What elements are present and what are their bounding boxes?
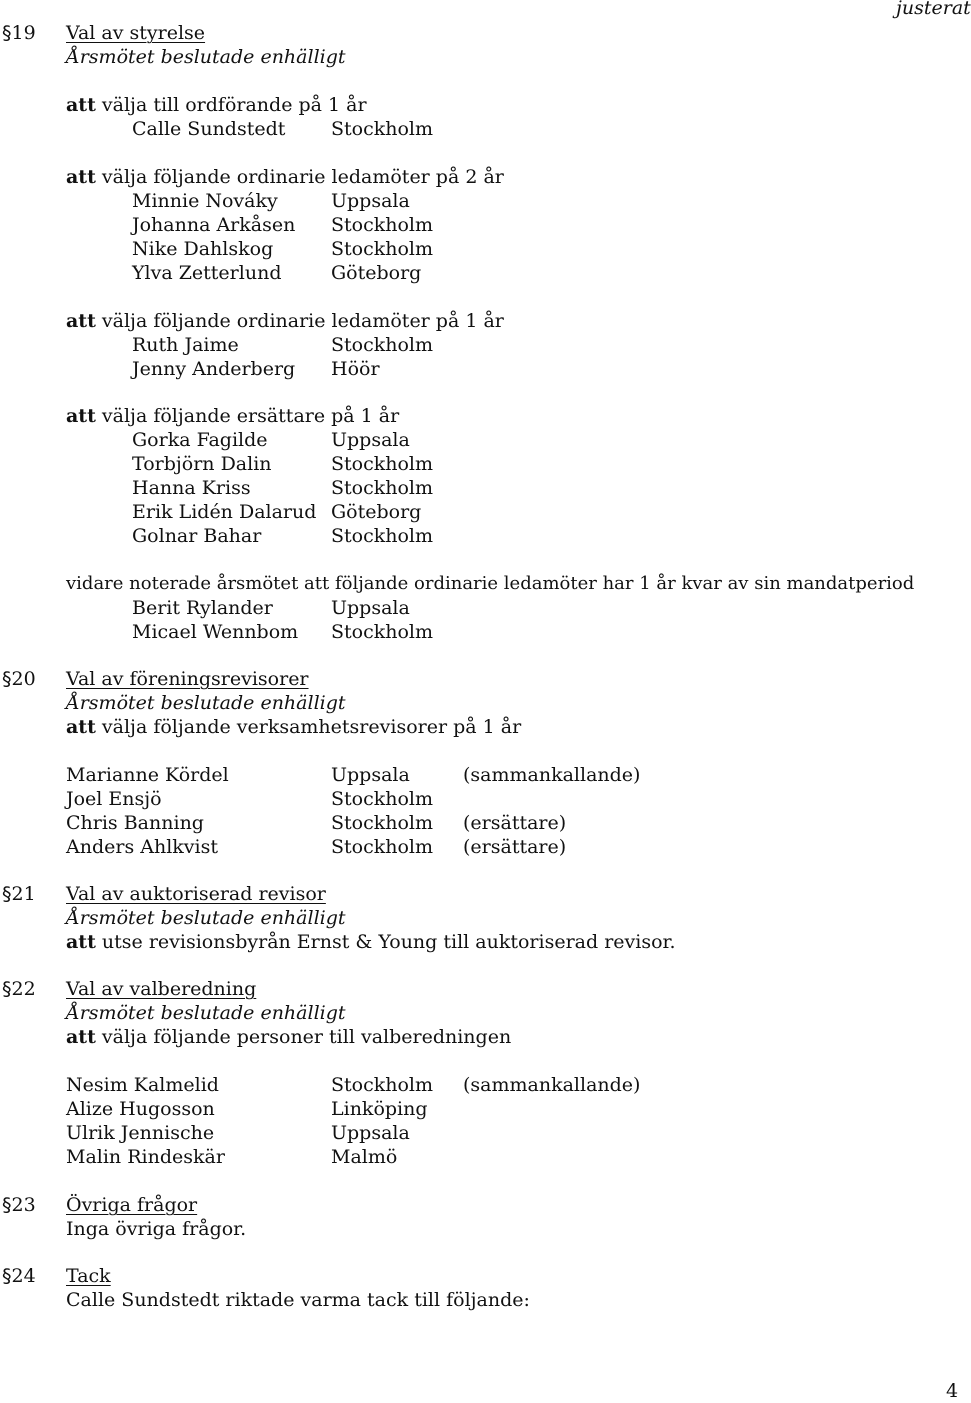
section-title: Val av auktoriserad revisor <box>66 883 326 905</box>
section-text: Calle Sundstedt riktade varma tack till följande: <box>66 1289 530 1311</box>
member-name: Nike Dahlskog <box>132 238 274 260</box>
committee-city: Malmö <box>331 1146 398 1168</box>
member-city: Stockholm <box>331 238 434 260</box>
section-number: §23 <box>2 1194 36 1216</box>
section-title: Tack <box>66 1265 111 1287</box>
section-number: §24 <box>2 1265 36 1287</box>
decision-text: Årsmötet beslutade enhälligt <box>66 692 346 714</box>
member-city: Stockholm <box>331 453 434 475</box>
paragraph-sign: § <box>2 22 12 44</box>
auditor-name: Marianne Kördel <box>66 764 229 786</box>
section-text: Inga övriga frågor. <box>66 1218 247 1240</box>
paragraph-sign: § <box>2 1194 12 1216</box>
member-name: Minnie Nováky <box>132 190 278 212</box>
paragraph-sign: § <box>2 1265 12 1287</box>
member-name: Hanna Kriss <box>132 477 251 499</box>
committee-name: Alize Hugosson <box>66 1098 215 1120</box>
section-title: Övriga frågor <box>66 1194 198 1216</box>
auditor-city: Stockholm <box>331 812 434 834</box>
member-city: Göteborg <box>331 501 422 523</box>
member-city: Stockholm <box>331 621 434 643</box>
member-name: Johanna Arkåsen <box>132 214 296 236</box>
member-city: Höör <box>331 358 380 380</box>
member-city: Stockholm <box>331 334 434 356</box>
member-city: Stockholm <box>331 118 434 140</box>
member-name: Golnar Bahar <box>132 525 262 547</box>
motion-line: att välja följande ordinarie ledamöter på 2 år <box>66 166 504 188</box>
member-name: Erik Lidén Dalarud <box>132 501 317 523</box>
member-city: Stockholm <box>331 214 434 236</box>
auditor-role: (ersättare) <box>463 812 567 834</box>
section-title: Val av styrelse <box>66 22 206 44</box>
committee-city: Uppsala <box>331 1122 410 1144</box>
paragraph-sign: § <box>2 978 12 1000</box>
committee-name: Ulrik Jennische <box>66 1122 215 1144</box>
auditor-city: Uppsala <box>331 764 410 786</box>
section-number: §20 <box>2 668 36 690</box>
motion-line: att välja följande ordinarie ledamöter på 1 år <box>66 310 504 332</box>
member-city: Göteborg <box>331 262 422 284</box>
committee-name: Nesim Kalmelid <box>66 1074 219 1096</box>
section-title: Val av föreningsrevisorer <box>66 668 309 690</box>
auditor-city: Stockholm <box>331 836 434 858</box>
motion-line: att välja till ordförande på 1 år <box>66 94 367 116</box>
committee-name: Malin Rindeskär <box>66 1146 225 1168</box>
auditor-name: Joel Ensjö <box>66 788 162 810</box>
motion-line: att utse revisionsbyrån Ernst & Young till auktoriserad revisor. <box>66 931 676 953</box>
auditor-role: (sammankallande) <box>463 764 641 786</box>
paragraph-sign: § <box>2 883 12 905</box>
auditor-role: (ersättare) <box>463 836 567 858</box>
committee-city: Linköping <box>331 1098 428 1120</box>
motion-line: vidare noterade årsmötet att följande ordinarie ledamöter har 1 år kvar av sin mandatperiod <box>66 573 915 594</box>
member-city: Uppsala <box>331 190 410 212</box>
member-city: Stockholm <box>331 477 434 499</box>
section-number: §19 <box>2 22 36 44</box>
member-name: Torbjörn Dalin <box>132 453 272 475</box>
auditor-name: Anders Ahlkvist <box>66 836 218 858</box>
motion-line: att välja följande verksamhetsrevisorer på 1 år <box>66 716 522 738</box>
motion-line: att välja följande ersättare på 1 år <box>66 405 400 427</box>
auditor-city: Stockholm <box>331 788 434 810</box>
member-name: Ruth Jaime <box>132 334 239 356</box>
section-number: §21 <box>2 883 36 905</box>
member-name: Jenny Anderberg <box>132 358 296 380</box>
section-number: §22 <box>2 978 36 1000</box>
section-title: Val av valberedning <box>66 978 257 1000</box>
justerat-stamp: justerat <box>896 0 971 19</box>
member-name: Gorka Fagilde <box>132 429 268 451</box>
decision-text: Årsmötet beslutade enhälligt <box>66 1002 346 1024</box>
page-number: 4 <box>946 1380 959 1402</box>
member-city: Stockholm <box>331 525 434 547</box>
member-name: Micael Wennbom <box>132 621 299 643</box>
member-city: Uppsala <box>331 429 410 451</box>
committee-city: Stockholm <box>331 1074 434 1096</box>
member-city: Uppsala <box>331 597 410 619</box>
member-name: Ylva Zetterlund <box>132 262 282 284</box>
decision-text: Årsmötet beslutade enhälligt <box>66 907 346 929</box>
committee-role: (sammankallande) <box>463 1074 641 1096</box>
auditor-name: Chris Banning <box>66 812 204 834</box>
paragraph-sign: § <box>2 668 12 690</box>
member-name: Berit Rylander <box>132 597 273 619</box>
member-name: Calle Sundstedt <box>132 118 286 140</box>
motion-line: att välja följande personer till valberedningen <box>66 1026 512 1048</box>
decision-text: Årsmötet beslutade enhälligt <box>66 46 346 68</box>
